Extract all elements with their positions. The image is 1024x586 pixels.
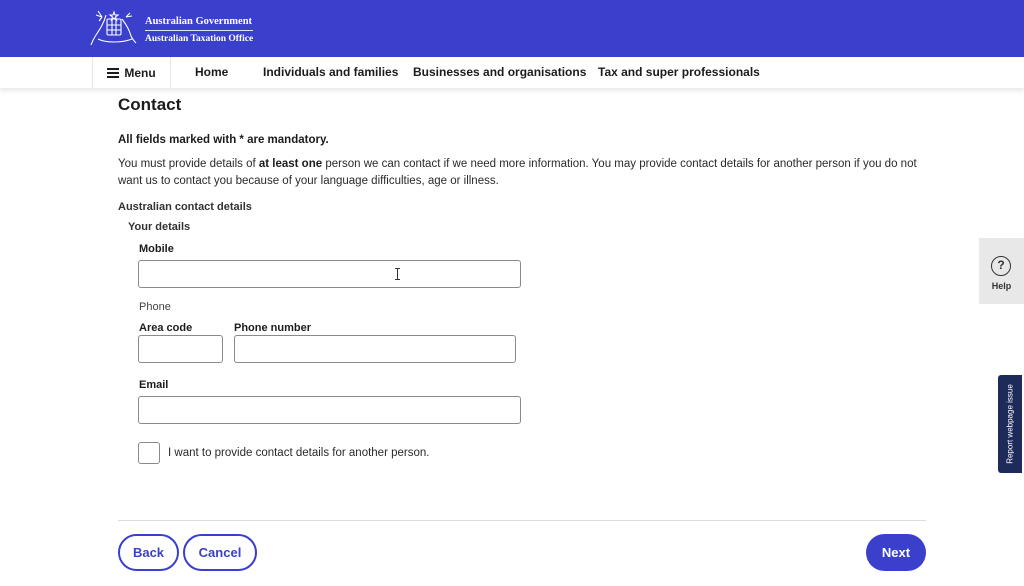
- actions-divider: [118, 520, 926, 521]
- intro-bold: at least one: [258, 158, 323, 170]
- back-button[interactable]: Back: [118, 534, 179, 571]
- other-person-checkbox-label[interactable]: I want to provide contact details for another person.: [168, 447, 430, 459]
- question-circle-icon: ?: [991, 256, 1011, 276]
- gov-line-1: Australian Government: [145, 16, 253, 31]
- help-tab[interactable]: [979, 238, 1024, 304]
- nav-link-home[interactable]: Home: [195, 65, 229, 79]
- mandatory-note: All fields marked with * are mandatory.: [118, 134, 329, 146]
- cancel-button[interactable]: Cancel: [183, 534, 257, 571]
- menu-label: Menu: [124, 65, 156, 80]
- top-banner: [0, 0, 1024, 57]
- text-cursor: [396, 268, 399, 280]
- intro-before: You must provide details of: [118, 158, 259, 170]
- government-wordmark[interactable]: [145, 16, 253, 44]
- phone-number-label: Phone number: [234, 322, 312, 334]
- hamburger-icon: [107, 68, 119, 78]
- main-nav: [0, 57, 1024, 88]
- email-input[interactable]: [138, 396, 521, 424]
- menu-button[interactable]: [92, 57, 171, 88]
- report-webpage-issue-label: Report webpage issue: [1005, 384, 1015, 464]
- help-label: Help: [991, 281, 1012, 291]
- sub-section-label: Your details: [128, 221, 191, 233]
- phone-number-input[interactable]: [234, 335, 516, 363]
- nav-link-tax-professionals[interactable]: Tax and super professionals: [598, 65, 760, 79]
- area-code-label: Area code: [139, 322, 193, 334]
- report-webpage-issue-tab[interactable]: [998, 375, 1022, 473]
- nav-link-individuals[interactable]: Individuals and families: [263, 65, 399, 79]
- nav-link-businesses[interactable]: Businesses and organisations: [413, 65, 587, 79]
- intro-text: [118, 156, 938, 189]
- intro-after: person we can contact if we need more information. You may provide contact details for another person if you do not want us to contact you because of your language difficulties, age or illness.: [118, 158, 917, 187]
- area-code-input[interactable]: [138, 335, 223, 363]
- mobile-label: Mobile: [139, 243, 174, 255]
- email-label: Email: [139, 379, 169, 391]
- phone-group-label: Phone: [139, 301, 171, 313]
- page-title: Contact: [118, 95, 182, 114]
- other-person-checkbox[interactable]: [138, 442, 160, 464]
- mobile-input[interactable]: [138, 260, 521, 288]
- next-button[interactable]: Next: [866, 534, 926, 571]
- section-label: Australian contact details: [118, 201, 252, 213]
- gov-line-2: Australian Taxation Office: [145, 34, 254, 44]
- coat-of-arms-icon[interactable]: [88, 9, 140, 47]
